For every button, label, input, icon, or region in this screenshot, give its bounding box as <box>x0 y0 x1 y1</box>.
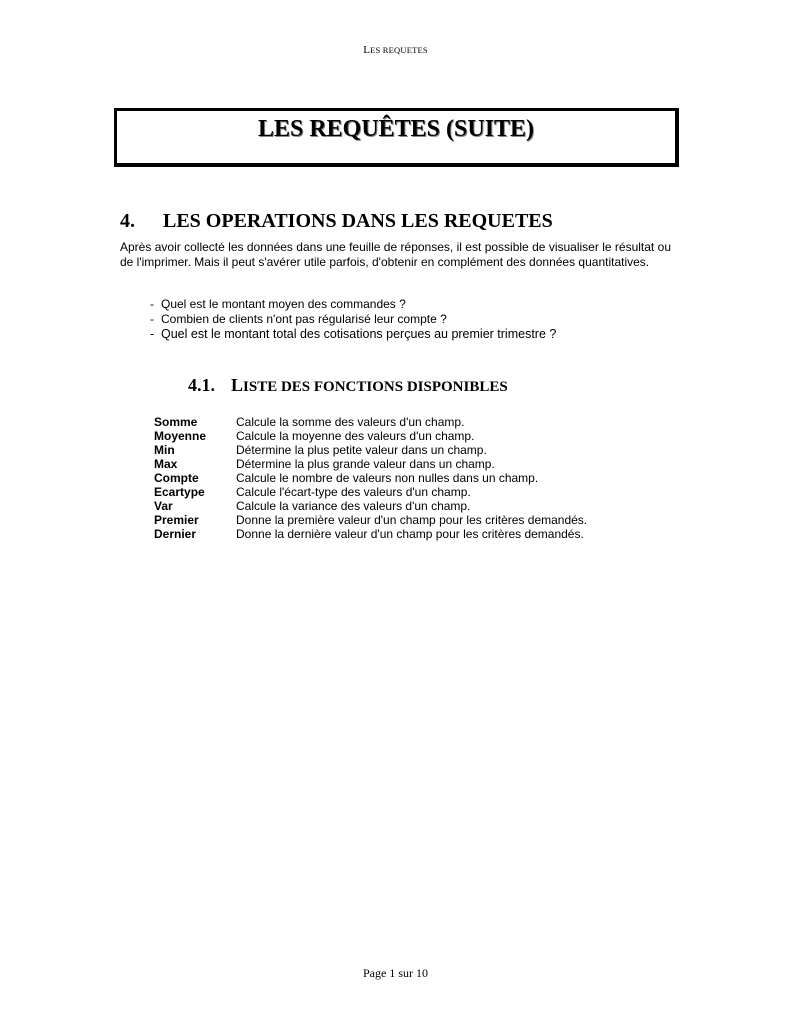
intro-paragraph: Après avoir collecté les données dans une feuille de réponses, il est possible de visualiser le résultat ou de l'imprimer. Mais il peut s'avérer utile parfois, d'obtenir en complément des données quantitatives. <box>120 240 671 269</box>
function-row <box>154 443 587 457</box>
question-list <box>150 297 556 342</box>
section-title: LES OPERATIONS DANS LES REQUETES <box>163 210 553 232</box>
function-row <box>154 471 587 485</box>
function-name: Max <box>154 457 178 471</box>
running-header <box>0 44 791 56</box>
function-name: Ecartype <box>154 485 205 499</box>
function-name: Dernier <box>154 527 197 541</box>
list-dash: - <box>150 297 154 311</box>
list-item <box>150 326 556 342</box>
subsection-title-initial: L <box>231 375 244 395</box>
subsection-heading <box>188 375 508 396</box>
function-description: Donne la dernière valeur d'un champ pour les critères demandés. <box>236 527 584 541</box>
function-description: Calcule le nombre de valeurs non nulles dans un champ. <box>236 471 539 485</box>
page-title: LES REQUÊTES (SUITE) <box>257 116 535 142</box>
question-text: Quel est le montant moyen des commandes ? <box>161 297 406 311</box>
list-dash: - <box>150 327 155 341</box>
function-name: Min <box>154 443 175 457</box>
page-footer: Page 1 sur 10 <box>363 966 428 980</box>
question-text: Quel est le montant total des cotisations perçues au premier trimestre ? <box>161 327 557 341</box>
running-header-initial: L <box>363 44 371 56</box>
function-description: Détermine la plus grande valeur dans un champ. <box>236 457 495 471</box>
function-row <box>154 429 587 443</box>
title-box <box>114 108 679 167</box>
function-row <box>154 499 587 513</box>
function-description: Donne la première valeur d'un champ pour les critères demandés. <box>236 513 588 527</box>
running-header-rest: ES REQUETES <box>370 45 428 55</box>
function-description: Calcule l'écart-type des valeurs d'un champ. <box>236 485 471 499</box>
function-description: Calcule la variance des valeurs d'un champ. <box>236 499 471 513</box>
function-row <box>154 527 587 541</box>
list-item <box>150 297 556 312</box>
question-text: Combien de clients n'ont pas régularisé leur compte ? <box>161 311 447 326</box>
function-description: Calcule la somme des valeurs d'un champ. <box>236 415 465 429</box>
function-name: Premier <box>154 513 199 527</box>
section-number: 4. <box>120 210 135 232</box>
list-item <box>150 312 556 327</box>
function-description: Détermine la plus petite valeur dans un champ. <box>236 443 487 457</box>
function-name: Moyenne <box>154 429 207 443</box>
subsection-title-rest: ISTE DES FONCTIONS DISPONIBLES <box>243 379 508 395</box>
section-heading <box>120 210 553 233</box>
function-name: Somme <box>154 415 198 429</box>
list-dash: - <box>150 311 154 326</box>
function-row <box>154 457 587 471</box>
function-name: Compte <box>154 471 199 485</box>
function-list <box>154 415 587 541</box>
subsection-number: 4.1. <box>188 375 215 395</box>
function-row <box>154 513 587 527</box>
function-row <box>154 415 587 429</box>
function-row <box>154 485 587 499</box>
function-name: Var <box>154 499 173 513</box>
function-description: Calcule la moyenne des valeurs d'un champ. <box>236 429 475 443</box>
